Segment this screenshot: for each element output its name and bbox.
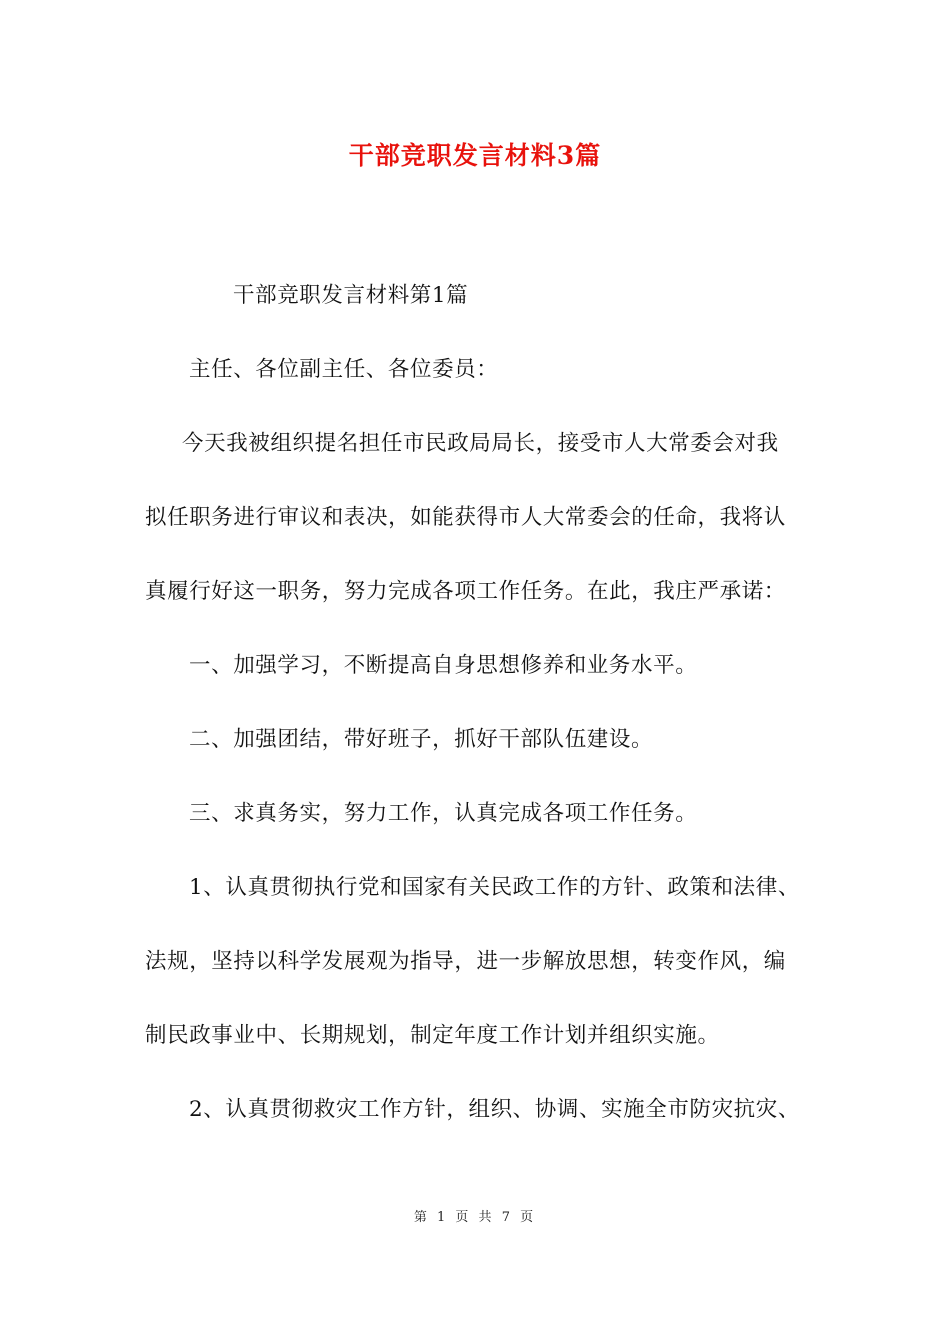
page-number-footer: 第 1 页 共 7 页: [413, 1210, 537, 1225]
document-title: 干部竞职发言材料3篇: [348, 141, 602, 170]
list-item: 二、加强团结，带好班子，抓好干部队伍建设。: [189, 727, 654, 752]
section-heading: 干部竞职发言材料第1篇: [233, 283, 469, 308]
paragraph-line: 真履行好这一职务，努力完成各项工作任务。在此，我庄严承诺：: [145, 579, 786, 604]
paragraph-line: 拟任职务进行审议和表决，如能获得市人大常委会的任命，我将认: [145, 505, 786, 530]
paragraph-line: 1、认真贯彻执行党和国家有关民政工作的方针、政策和法律、: [189, 875, 800, 900]
paragraph-line: 2、认真贯彻救灾工作方针，组织、协调、实施全市防灾抗灾、: [189, 1097, 800, 1122]
list-item: 三、求真务实，努力工作，认真完成各项工作任务。: [189, 801, 698, 826]
paragraph-line: 法规，坚持以科学发展观为指导，进一步解放思想，转变作风，编: [145, 949, 786, 974]
list-item: 一、加强学习，不断提高自身思想修养和业务水平。: [189, 653, 698, 678]
paragraph-line: 今天我被组织提名担任市民政局局长，接受市人大常委会对我: [182, 431, 779, 456]
paragraph-line: 制民政事业中、长期规划，制定年度工作计划并组织实施。: [145, 1023, 720, 1048]
paragraph-line: 主任、各位副主任、各位委员：: [189, 357, 499, 382]
